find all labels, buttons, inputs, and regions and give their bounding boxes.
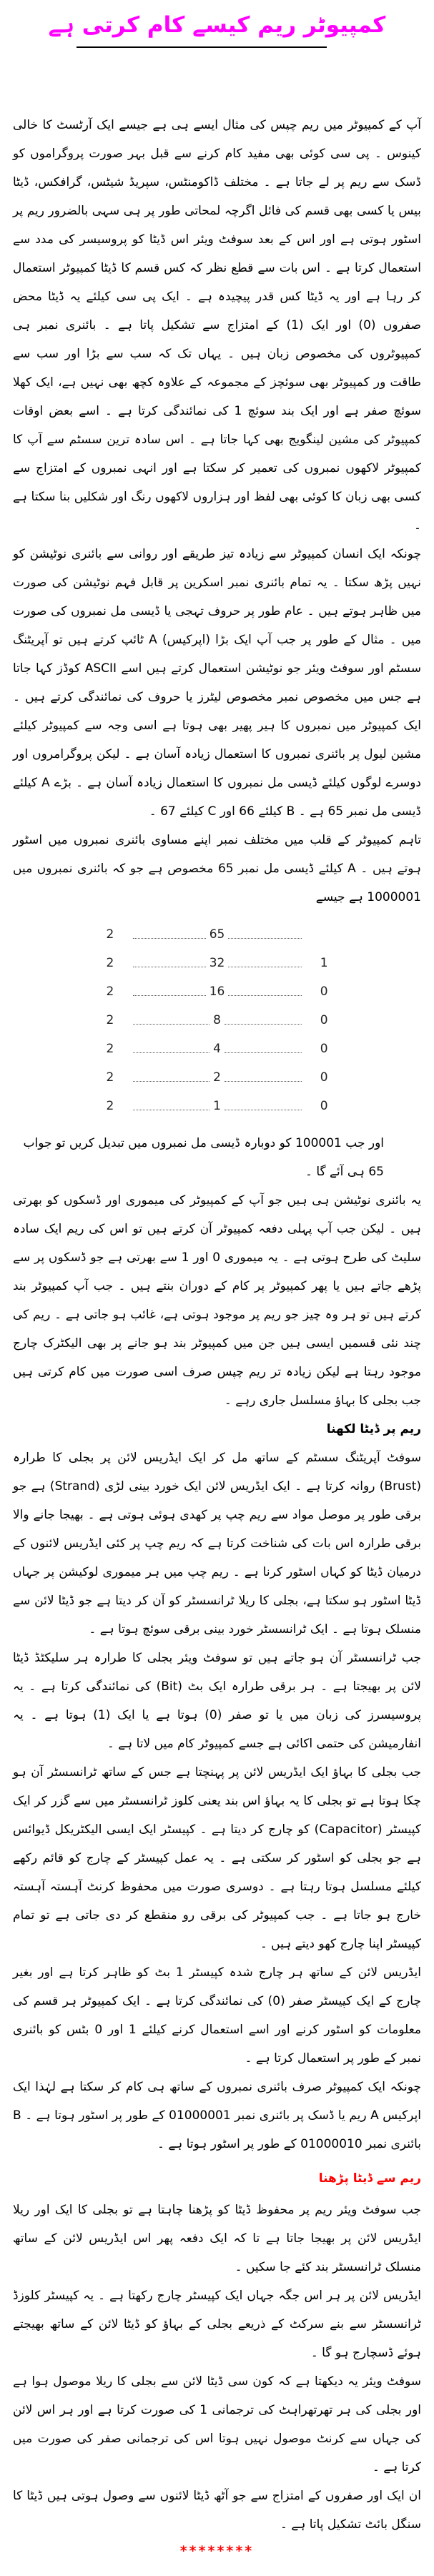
dot-leader xyxy=(228,929,301,938)
paragraph-read-4: ان ایک اور صفروں کے امتزاج سے جو آٹھ ڈیٹا لائنوں سے وصول ہوتی ہیں ڈیٹا کا سنگل بائٹ تشکیل پاتا ہے ۔ xyxy=(13,2488,421,2532)
dot-leader xyxy=(133,1044,210,1052)
remainder-cell: 0 xyxy=(320,1070,328,1085)
dot-leader xyxy=(133,929,206,938)
dot-leader xyxy=(133,987,206,995)
paragraph-intro: آپ کے کمپیوٹر میں ریم چپس کی مثال ایسے ہی ہے جیسے ایک آرٹسٹ کا خالی کینوس ۔ پی سی کوئی بھی مفید کام کرنے سے قبل بہر صورت پروگراموں کو ڈسک سے ریم پر لے جاتا ہے ۔ مختلف ڈاکومنٹس، سپریڈ شیٹس، گرافکس، ڈیٹا بیس یا کسی بھی قسم کی فائل اگرچہ لمحاتی طور پر ہی سہی بالضرور ریم پر اسٹور ہوتی ہے اور اس کے بعد سوفٹ ویئر اس ڈیٹا کو پروسیسر کی مدد سے استعمال کرتا ہے ۔ اس بات سے قطع نظر کہ کس قسم کا ڈیٹا کمپیوٹر استعمال کر رہا ہے اور یہ ڈیٹا کس قدر پیچیدہ ہے ۔ ایک پی سی کیلئے یہ ڈیٹا محض صفروں (0) اور ایک (1) کے امتزاج سے تشکیل پاتا ہے ۔ بائنری نمبر ہی کمپیوٹروں کی مخصوص زبان ہیں ۔ یہاں تک کہ سب سے بڑا اور سب سے طاقت ور کمپیوٹر بھی سوئچز کے مجموعہ کے علاوہ کچھ بھی نہیں ہے، ایک کھلا سوئچ صفر ہے اور ایک بند سوئچ 1 کی نمائندگی کرتا ہے ۔ اسے بعض اوقات کمپیوٹر کی مشین لینگویج بھی کہا جاتا ہے ۔ اس سادہ ترین سسٹم سے آپ کا کمپیوٹر لاکھوں نمبروں کی تعمیر کر سکتا ہے اور انہی نمبروں کے امتزاج سے کسی بھی زبان کا کوئی بھی لفظ اور ہزاروں لاکھوں رنگ اور شکلیں بنا سکتا ہے ۔ xyxy=(13,117,421,533)
title-block xyxy=(13,9,421,48)
quotient-cell: 8 xyxy=(213,1012,221,1027)
quotient-cell: 16 xyxy=(209,984,225,999)
remainder-cell: 0 xyxy=(320,1041,328,1056)
dot-leader xyxy=(133,958,206,967)
table-row xyxy=(107,1006,328,1035)
paragraph-write-1: سوفٹ آپریٹنگ سسٹم کے ساتھ مل کر ایک ایڈریس لائن پر بجلی کا طرارہ (Brust) روانہ کرتا ہے ۔ ایک ایڈریس لائن ایک خورد بینی لڑی (Strand) ہے جو برقی طور پر موصل مواد سے ریم چپ پر کھدی ہوئی ہوتی ہے ۔ بھیجا جانے والا برقی طرارہ اس بات کی شناخت کرتا ہے کہ ریم چپ پر کئی ایڈریس لائنوں کے درمیان ڈیٹا کو کہاں اسٹور کرنا ہے ۔ ریم چپ میں ہر میموری لوکیشن پر جہاں ڈیٹا اسٹور ہو سکتا ہے، بجلی کا ریلا ٹرانسسٹر کو آن کر دیتا ہے جو ڈیٹا لائن سے منسلک ہوتا ہے ۔ ایک ٹرانسسٹر خورد بینی برقی سوئچ ہوتا ہے ۔ xyxy=(13,1450,421,1637)
divisor-cell: 2 xyxy=(106,984,114,999)
table-row xyxy=(107,949,328,977)
dot-leader xyxy=(133,1072,210,1081)
divisor-cell: 2 xyxy=(106,1070,114,1085)
binary-division-table xyxy=(107,917,328,1123)
paragraph-read-2: ایڈریس لائن پر ہر اس جگہ جہاں ایک کپیسٹر چارج رکھتا ہے ۔ یہ کپیسٹر کلوزڈ ٹرانسسٹر سے بنے سرکٹ کے ذریعے بجلی کے بہاؤ کو ڈیٹا لائن کے ساتھ بھیجتے ہوئے ڈسچارج ہو گا ۔ xyxy=(13,2288,421,2360)
quotient-cell: 2 xyxy=(213,1070,221,1085)
paragraph-read-1: جب سوفٹ ویئر ریم پر محفوظ ڈیٹا کو پڑھنا چاہتا ہے تو بجلی کا ایک اور ریلا ایڈریس لائن پر بھیجا جاتا ہے تا کہ ایک دفعہ پھر اس ایڈریس لائن کے ساتھ منسلک ٹرانسسٹر بند کئے جا سکیں ۔ xyxy=(13,2202,421,2274)
paragraph-write-3: جب بجلی کا بہاؤ ایک ایڈریس لائن پر پہنچتا ہے جس کے ساتھ ٹرانسسٹر آن ہو چکا ہوتا ہے تو بجلی کا یہ بہاؤ اس بند یعنی کلوز ٹرانسسٹر میں سے گزر کر ایک کپیسٹر (Capacitor) کو چارج کر دیتا ہے ۔ کپیسٹر ایک ایسی الیکٹریکل ڈیوائس ہے جو بجلی کو اسٹور کر سکتی ہے ۔ یہ عمل کپیسٹر کے چارج کو قائم رکھے کیلئے مسلسل ہوتا رہتا ہے ۔ دوسری صورت میں محفوظ کرنٹ آہستہ آہستہ خارج ہو جاتا ہے ۔ جب کمپیوٹر کی برقی رو منقطع کر دی جاتی ہے تو تمام کپیسٹر اپنا چارج کھو دیتے ہیں ۔ xyxy=(13,1765,421,1951)
dot-leader xyxy=(228,987,301,995)
divisor-cell: 2 xyxy=(106,1012,114,1027)
paragraph-notation: چونکہ ایک انسان کمپیوٹر سے زیادہ تیز طریقے اور روانی سے بائنری نوٹیشن کو نہیں پڑھ سکتا ۔ یہ تمام بائنری نمبر اسکرین پر قابل فہم نوٹیشن کی صورت میں ظاہر ہوتے ہیں ۔ عام طور پر حروف تہجی یا ڈیسی مل نمبروں کی صورت میں ۔ مثال کے طور پر جب آپ ایک بڑا (اپرکیس) A ٹائپ کرتے ہیں تو آپریٹنگ سسٹم اور سوفٹ ویئر جو نوٹیشن استعمال کرتے ہیں اسے ASCII کوڈز کہا جاتا ہے جس میں مخصوص نمبر مخصوص لیٹرز یا حروف کی نمائندگی کرتے ہیں ۔ ایک کمپیوٹر میں نمبروں کا ہیر پھیر بھی ہوتا ہے اسی وجہ سے کمپیوٹر کیلئے مشین لیول پر بائنری نمبروں کا استعمال زیادہ آسان ہے ۔ لیکن پروگرامروں اور دوسرے لوگوں کیلئے ڈیسی مل نمبروں کا استعمال زیادہ آسان ہے ۔ بڑے A کیلئے ڈیسی مل نمبر 65 ہے ۔ B کیلئے 66 اور C کیلئے 67 ۔ xyxy=(13,546,421,819)
table-row xyxy=(107,1063,328,1092)
paragraph-heart: تاہم کمپیوٹر کے قلب میں مختلف نمبر اپنے مساوی بائنری نمبروں میں اسٹور ہوتے ہیں ۔ A کیلئے ڈیسی مل نمبر 65 مخصوص ہے جو کہ بائنری نمبروں میں 1000001 ہے جیسے xyxy=(13,832,422,904)
dot-leader xyxy=(225,1101,302,1110)
title-underline xyxy=(77,46,327,48)
remainder-cell: 1 xyxy=(320,955,328,970)
dot-leader xyxy=(133,1101,210,1110)
table-row xyxy=(107,977,328,1006)
dot-leader xyxy=(225,1044,302,1052)
divisor-cell: 2 xyxy=(106,1098,114,1113)
remainder-cell: 0 xyxy=(320,1012,328,1027)
dot-leader xyxy=(228,958,301,967)
dot-leader xyxy=(225,1015,302,1024)
quotient-cell: 65 xyxy=(209,927,225,942)
divisor-cell: 2 xyxy=(106,927,114,942)
divisor-cell: 2 xyxy=(106,1041,114,1056)
table-row xyxy=(107,1035,328,1063)
dot-leader xyxy=(225,1072,302,1081)
remainder-cell: 0 xyxy=(320,1098,328,1113)
paragraph-after-table: اور جب 100001 کو دوبارہ ڈیسی مل نمبروں میں تبدیل کریں تو جواب 65 ہی آئے گا ۔ xyxy=(23,1135,384,1179)
paragraph-write-4: ایڈریس لائن کے ساتھ ہر چارج شدہ کپیسٹر 1 بٹ کو ظاہر کرتا ہے اور بغیر چارج کے ایک کپیسٹر صفر (0) کی نمائندگی کرتا ہے ۔ ایک کمپیوٹر ہر قسم کی معلومات کو اسٹور کرنے اور اسے استعمال کرنے کیلئے 1 اور 0 بٹس کو بائنری نمبر کے طور پر استعمال کرتا ہے ۔ xyxy=(13,1965,421,2066)
paragraph-ram-fill: یہ بائنری نوٹیشن ہی ہیں جو آپ کے کمپیوٹر کی میموری اور ڈسکوں کو بھرتی ہیں ۔ لیکن جب آپ پہلی دفعہ کمپیوٹر آن کرتے ہیں تو اس کی ریم ایک سادہ سلیٹ کی طرح ہوتی ہے ۔ یہ میموری 0 اور 1 سے بھرتی ہے جو ڈسکوں پر سے پڑھے جاتے ہیں یا پھر کمپیوٹر پر کام کے دوران بنتے ہیں ۔ جب آپ کمپیوٹر بند کرتے ہیں تو ہر وہ چیز جو ریم پر موجود ہوتی ہے، غائب ہو جاتی ہے ۔ ریم کی چند نئی قسمیں ایسی ہیں جن میں کمپیوٹر بند ہو جانے پر بھی الیکٹرک چارج موجود رہتا ہے لیکن زیادہ تر ریم چپس صرف اسی صورت میں کام کرتی ہیں جب بجلی کا بہاؤ مسلسل جاری رہے ۔ xyxy=(13,1193,421,1408)
quotient-cell: 32 xyxy=(209,955,225,970)
quotient-cell: 1 xyxy=(213,1098,221,1113)
table-row xyxy=(107,1092,328,1120)
page-title: کمپیوٹر ریم کیسے کام کرتی ہے xyxy=(48,12,386,38)
article-body xyxy=(13,111,421,2559)
paragraph-write-5: چونکہ ایک کمپیوٹر صرف بائنری نمبروں کے ساتھ ہی کام کر سکتا ہے لہٰذا ایک اپرکیس A ریم یا ڈسک پر بائنری نمبر 01000001 کے طور پر اسٹور ہوتا ہے ۔ B بائنری نمبر 01000010 کے طور پر اسٹور ہوتا ہے ۔ xyxy=(13,2079,421,2151)
remainder-cell: 0 xyxy=(320,984,328,999)
paragraph-write-2: جب ٹرانسسٹر آن ہو جاتے ہیں تو سوفٹ ویئر بجلی کا طرارہ ہر سلیکٹڈ ڈیٹا لائن پر بھیجتا ہے ۔ ہر برقی طرارہ ایک بٹ (Bit) کی نمائندگی کرتا ہے ۔ یہ پروسیسرز کی زبان میں یا تو صفر (0) ہوتا ہے یا ایک (1) ہوتا ہے ۔ یہ انفارمیشن کی حتمی اکائی ہے جسے کمپیوٹر کام میں لاتا ہے ۔ xyxy=(13,1650,421,1751)
table-row xyxy=(107,920,328,949)
section-heading-read-data: ریم سے ڈیٹا پڑھنا xyxy=(318,2171,421,2186)
footer-asterisks: ******** xyxy=(179,2542,255,2559)
quotient-cell: 4 xyxy=(213,1041,221,1056)
paragraph-read-3: سوفٹ ویئر یہ دیکھتا ہے کہ کون سی ڈیٹا لائن سے بجلی کا ریلا موصول ہوا ہے اور بجلی کی ہر تھرتھراہٹ کی ترجمانی 1 کی صورت کرتا ہے اور ہر اس لائن کی جہاں سے کرنٹ موصول نہیں ہوتا اس کی ترجمانی صفر کی صورت میں کرتا ہے ۔ xyxy=(13,2374,421,2474)
section-heading-write-data: ریم پر ڈیٹا لکھنا xyxy=(326,1421,421,1436)
divisor-cell: 2 xyxy=(106,955,114,970)
dot-leader xyxy=(133,1015,210,1024)
